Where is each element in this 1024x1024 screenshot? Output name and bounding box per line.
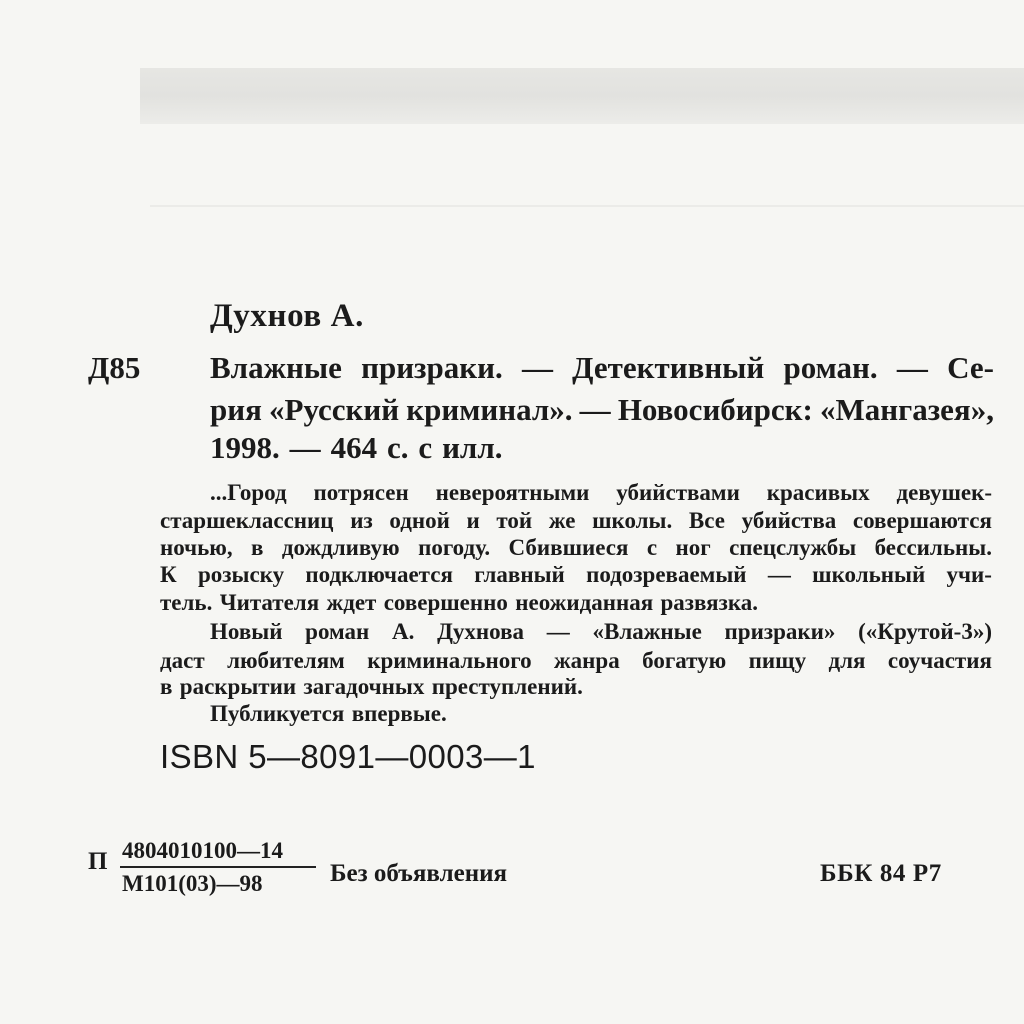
word: любителям: [227, 648, 345, 673]
word: «Русский: [269, 392, 400, 427]
word: ног: [675, 535, 711, 560]
word: в: [160, 674, 173, 699]
word: —: [289, 430, 321, 465]
annotation-line-6: [210, 619, 992, 645]
word: А.: [392, 619, 415, 644]
word: впервые.: [351, 701, 447, 726]
word: розыску: [197, 562, 285, 587]
word: Новый: [210, 619, 283, 644]
word: К: [160, 562, 177, 587]
word: же: [548, 508, 576, 533]
word: убийства: [741, 508, 837, 533]
annotation-line-2: [160, 508, 992, 534]
word: Сбившиеся: [508, 535, 629, 560]
word: Публикуется: [210, 701, 345, 726]
word: —: [767, 562, 791, 587]
word: ждет: [326, 590, 377, 615]
bib-line-3: [210, 430, 994, 466]
word: главный: [474, 562, 565, 587]
word: ...Город: [210, 480, 287, 505]
word: с: [418, 430, 433, 465]
index-letter: П: [88, 848, 108, 875]
word: Духнова: [437, 619, 525, 644]
word: призраки.: [361, 350, 503, 385]
word: ночью,: [160, 535, 233, 560]
word: учи-: [946, 562, 992, 587]
word: убийствами: [616, 480, 740, 505]
word: одной: [389, 508, 450, 533]
index-numerator: 4804010100—14: [122, 838, 283, 863]
word: развязка.: [660, 590, 759, 615]
word: и: [466, 508, 480, 533]
word: жанра: [554, 648, 620, 673]
word: в: [251, 535, 264, 560]
no-ads-note: Без объявления: [330, 860, 508, 887]
annotation-line-1: [210, 480, 992, 506]
word: соучастия: [887, 648, 992, 673]
show-through-band: [140, 68, 1024, 124]
word: школьный: [812, 562, 926, 587]
word: 1998.: [210, 430, 280, 465]
word: преступлений.: [431, 674, 583, 699]
author-name: Духнов А.: [210, 298, 364, 334]
word: подключается: [305, 562, 453, 587]
annotation-line-3: [160, 535, 992, 561]
word: призраки»: [724, 619, 836, 644]
word: дождливую: [281, 535, 400, 560]
word: раскрытии: [179, 674, 297, 699]
word: криминального: [367, 648, 532, 673]
word: погоду.: [418, 535, 491, 560]
word: старшеклассниц: [160, 508, 334, 533]
word: даст: [160, 648, 205, 673]
index-fraction: [120, 838, 316, 897]
word: Детективный: [572, 350, 765, 385]
fraction-bar: [120, 866, 316, 868]
bib-line-2: [210, 392, 994, 428]
catalog-code: Д85: [88, 350, 141, 385]
word: с.: [386, 430, 409, 465]
word: пищу: [748, 648, 807, 673]
word: тель.: [160, 590, 213, 615]
word: невероятными: [435, 480, 590, 505]
word: из: [350, 508, 373, 533]
word: богатую: [642, 648, 727, 673]
word: роман: [305, 619, 370, 644]
word: рия: [210, 392, 262, 427]
word: Новосибирск:: [617, 392, 813, 427]
annotation-line-5: [160, 590, 992, 616]
word: совершаются: [852, 508, 992, 533]
word: илл.: [442, 430, 503, 465]
annotation-line-7: [160, 648, 992, 674]
annotation-line-8: [160, 674, 992, 700]
word: красивых: [766, 480, 870, 505]
word: спецслужбы: [729, 535, 857, 560]
word: неожиданная: [515, 590, 654, 615]
word: для: [828, 648, 866, 673]
index-denominator: М101(03)—98: [122, 871, 263, 896]
word: бессильны.: [874, 535, 992, 560]
word: с: [646, 535, 658, 560]
bib-line-1: [210, 350, 994, 386]
word: —: [896, 350, 928, 385]
word: «Мангазея»,: [820, 392, 994, 427]
word: Все: [688, 508, 725, 533]
word: подозреваемый: [586, 562, 747, 587]
word: той: [496, 508, 533, 533]
word: девушек-: [896, 480, 992, 505]
word: («Крутой-3»): [858, 619, 992, 644]
annotation-line-4: [160, 562, 992, 588]
word: роман.: [783, 350, 878, 385]
word: потрясен: [313, 480, 409, 505]
word: «Влажные: [592, 619, 702, 644]
annotation-line-9: [210, 701, 992, 727]
word: криминал».: [406, 392, 573, 427]
word: Се-: [947, 350, 994, 385]
show-through-rule: [150, 205, 1024, 207]
word: Влажные: [210, 350, 342, 385]
word: совершенно: [383, 590, 508, 615]
word: 464: [330, 430, 378, 465]
word: загадочных: [303, 674, 425, 699]
word: —: [546, 619, 570, 644]
word: Читателя: [219, 590, 320, 615]
bbk-code: ББК 84 Р7: [820, 860, 942, 887]
word: школы.: [592, 508, 673, 533]
word: —: [521, 350, 553, 385]
isbn: ISBN 5—8091—0003—1: [160, 738, 536, 775]
word: —: [579, 392, 611, 427]
